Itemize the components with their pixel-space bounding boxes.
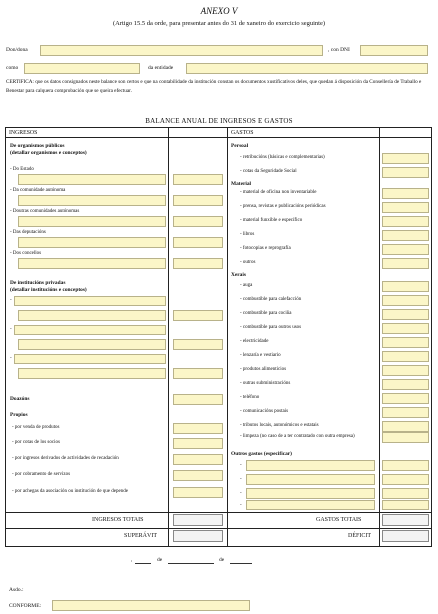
date-de-2: de: [219, 557, 225, 563]
gastos-heading: GASTOS: [231, 130, 254, 136]
xerais-limpeza-label: - limpeza (no caso de a ter contratado con outra empresa): [240, 434, 355, 439]
xerais-alimenticios-label: - produtos alimenticios: [240, 367, 287, 372]
organismo-deputacions-label: - Das deputacións: [10, 230, 46, 235]
organismo-estado-field[interactable]: [18, 174, 166, 185]
material-title: Material: [231, 181, 252, 187]
header-rule: [5, 137, 432, 138]
organismo-comunidade-label: - Da comunidade autónoma: [10, 188, 66, 193]
xerais-electricidade-label: - electricidade: [240, 339, 269, 344]
xerais-calefaccion-label: - combustible para calefacción: [240, 297, 302, 302]
privada-1-dash: -: [10, 298, 12, 303]
organismo-deputacions-field[interactable]: [18, 237, 166, 248]
material-libros-amount[interactable]: [382, 230, 429, 241]
page-title: ANEXO V: [200, 6, 238, 16]
dni-field[interactable]: [360, 45, 428, 56]
doazons-label: Doazóns: [10, 396, 30, 402]
propio-recadacion-label: - por ingresos derivados de actividades de recadación: [12, 456, 119, 461]
material-outros-amount[interactable]: [382, 258, 429, 269]
xerais-electricidade-amount[interactable]: [382, 337, 429, 348]
outro-gasto-2-amount[interactable]: [382, 474, 429, 485]
gastos-totais-label: GASTOS TOTAIS: [316, 517, 362, 523]
material-prensa-amount[interactable]: [382, 202, 429, 213]
name-field[interactable]: [40, 45, 323, 56]
privada-2-field[interactable]: [18, 339, 166, 350]
organismo-outras-label: - Doutras comunidades autónomas: [10, 209, 80, 214]
privada-3-dash: -: [10, 356, 12, 361]
privada-1-name-field[interactable]: [14, 296, 166, 306]
organismo-comunidade-field[interactable]: [18, 195, 166, 206]
propio-achegas-label: - por achegas da asociación ou institución de que depende: [12, 489, 128, 494]
deficit-amount[interactable]: [382, 530, 429, 542]
propio-achegas-amount[interactable]: [173, 487, 223, 498]
xerais-tributos-label: - tributos locais, autonómicos e estatais: [240, 423, 319, 428]
privadas-subtitle: (detallar institucións e conceptos): [10, 287, 87, 293]
entidade-field[interactable]: [186, 63, 428, 74]
organismo-deputacions-amount[interactable]: [173, 237, 223, 248]
privada-2-name-field[interactable]: [14, 325, 166, 335]
xerais-subministracions-amount[interactable]: [382, 379, 429, 390]
asdo-label: Asdo.:: [9, 587, 24, 593]
persoal-cotas-label: - cotas da Seguridade Social: [240, 169, 297, 174]
organismo-concellos-field[interactable]: [18, 258, 166, 269]
material-fotocopias-label: - fotocopias e reprografía: [240, 246, 291, 251]
organismo-outras-field[interactable]: [18, 216, 166, 227]
privada-1-amount[interactable]: [173, 310, 223, 321]
gastos-totais-amount[interactable]: [382, 514, 429, 526]
persoal-retribucions-amount[interactable]: [382, 153, 429, 164]
conforme-field[interactable]: [52, 600, 250, 611]
xerais-cocina-label: - combustible para cociña: [240, 311, 292, 316]
certifica-text: CERTIFICA: que os datos consignados neste balance son certos e que na contabilidade da institución constan os documentos xustificativos deles, que quedan á disposición da Consellería de Traballo e Benestar para calquera comprobación que se queira efectuar.: [6, 79, 422, 94]
ingresos-col-divider: [168, 127, 169, 547]
material-funxible-label: - material funxible e específico: [240, 218, 303, 223]
outro-gasto-2-dash: -: [240, 477, 242, 482]
outro-gasto-4-amount[interactable]: [382, 500, 429, 510]
outro-gasto-4-dash: -: [240, 503, 242, 508]
propio-cotas-amount[interactable]: [173, 438, 223, 449]
balance-title: BALANCE ANUAL DE INGRESOS E GASTOS: [145, 117, 293, 125]
date-month-line[interactable]: [168, 563, 214, 564]
como-label: como: [6, 65, 19, 71]
center-divider: [227, 127, 228, 547]
persoal-cotas-amount[interactable]: [382, 167, 429, 178]
privada-1-field[interactable]: [18, 310, 166, 321]
xerais-auga-label: - auga: [240, 283, 253, 288]
outros-gastos-title: Outros gastos (especificar): [231, 451, 292, 457]
xerais-outros-usos-label: - combustible para outros usos: [240, 325, 302, 330]
entidade-label: da entidade: [148, 65, 174, 71]
material-oficina-amount[interactable]: [382, 188, 429, 199]
outro-gasto-3-dash: -: [240, 491, 242, 496]
propio-recadacion-amount[interactable]: [173, 454, 223, 465]
material-prensa-label: - prensa, revistas e publicacións periódicas: [240, 204, 326, 209]
outro-gasto-1-amount[interactable]: [382, 460, 429, 471]
dni-label: , con DNI: [328, 47, 350, 53]
propio-venda-amount[interactable]: [173, 423, 223, 434]
doazons-amount[interactable]: [173, 394, 223, 405]
totals-rule: [5, 512, 432, 513]
don-label: Don/dona: [6, 47, 28, 53]
outro-gasto-3-field[interactable]: [246, 488, 375, 499]
xerais-title: Xerais: [231, 272, 246, 278]
persoal-retribucions-label: - retribucións (básicas e complementarias): [240, 155, 325, 160]
material-outros-label: - outros: [240, 260, 256, 265]
xerais-tributos-amount[interactable]: [382, 421, 429, 432]
persoal-title: Persoal: [231, 143, 249, 149]
propio-venda-label: - por venda de produtos: [12, 425, 60, 430]
propio-cotas-label: - por cotas de los socios: [12, 440, 60, 445]
organismo-estado-amount[interactable]: [173, 174, 223, 185]
material-funxible-amount[interactable]: [382, 216, 429, 227]
xerais-calefaccion-amount[interactable]: [382, 295, 429, 306]
outro-gasto-1-dash: -: [240, 463, 242, 468]
ingresos-totais-label: INGRESOS TOTAIS: [92, 517, 144, 523]
xerais-outros-usos-amount[interactable]: [382, 323, 429, 334]
deficit-label: DÉFICIT: [348, 533, 371, 539]
xerais-alimenticios-amount[interactable]: [382, 365, 429, 376]
xerais-auga-amount[interactable]: [382, 281, 429, 292]
conforme-label: CONFORME:: [9, 603, 42, 609]
propio-servizos-label: - por cobramento de servizos: [12, 472, 71, 477]
privada-3-amount[interactable]: [173, 368, 223, 379]
material-fotocopias-amount[interactable]: [382, 244, 429, 255]
outro-gasto-1-field[interactable]: [246, 460, 375, 471]
xerais-subministracions-label: - outras subministracións: [240, 381, 291, 386]
ingresos-totais-amount[interactable]: [173, 514, 223, 526]
organismos-subtitle: (detallar organismos e conceptos): [10, 150, 87, 156]
privadas-title: De institucións privadas: [10, 280, 66, 286]
organismo-outras-amount[interactable]: [173, 216, 223, 227]
page-subtitle: (Artigo 15.5 da orde, para presentar antes do 31 de xaneiro do exercicio seguinte): [112, 20, 326, 27]
result-rule: [5, 528, 432, 529]
propio-servizos-amount[interactable]: [173, 470, 223, 481]
privada-3-name-field[interactable]: [14, 354, 166, 364]
superavit-label: SUPERÁVIT: [124, 533, 158, 539]
xerais-lenzaria-label: - lenzaría e vestiario: [240, 353, 281, 358]
outro-gasto-2-field[interactable]: [246, 474, 375, 485]
superavit-amount[interactable]: [173, 530, 223, 542]
organismo-estado-label: - Do Estado: [10, 167, 34, 172]
organismo-concellos-label: - Dos concellos: [10, 251, 42, 256]
propios-title: Propios: [10, 412, 28, 418]
xerais-telefono-amount[interactable]: [382, 393, 429, 404]
xerais-cocina-amount[interactable]: [382, 309, 429, 320]
date-year-line[interactable]: [230, 563, 252, 564]
xerais-limpeza-amount[interactable]: [382, 432, 429, 443]
xerais-lenzaria-amount[interactable]: [382, 351, 429, 362]
xerais-postais-label: - comunicacións postais: [240, 409, 289, 414]
date-day-line[interactable]: [135, 563, 151, 564]
outro-gasto-4-field[interactable]: [246, 500, 375, 510]
organismos-title: De organismos públicos: [10, 143, 65, 149]
xerais-postais-amount[interactable]: [382, 407, 429, 418]
organismo-concellos-amount[interactable]: [173, 258, 223, 269]
ingresos-heading: INGRESOS: [9, 130, 38, 136]
organismo-comunidade-amount[interactable]: [173, 195, 223, 206]
como-field[interactable]: [24, 63, 140, 74]
outro-gasto-3-amount[interactable]: [382, 488, 429, 499]
xerais-telefono-label: - teléfono: [240, 395, 260, 400]
privada-3-field[interactable]: [18, 368, 166, 379]
privada-2-amount[interactable]: [173, 339, 223, 350]
material-libros-label: - libros: [240, 232, 255, 237]
privada-2-dash: -: [10, 327, 12, 332]
date-de-1: de: [157, 557, 163, 563]
date-comma: ,: [131, 557, 133, 563]
material-oficina-label: - material de oficina non inventariable: [240, 190, 317, 195]
gastos-col-divider: [379, 127, 380, 547]
